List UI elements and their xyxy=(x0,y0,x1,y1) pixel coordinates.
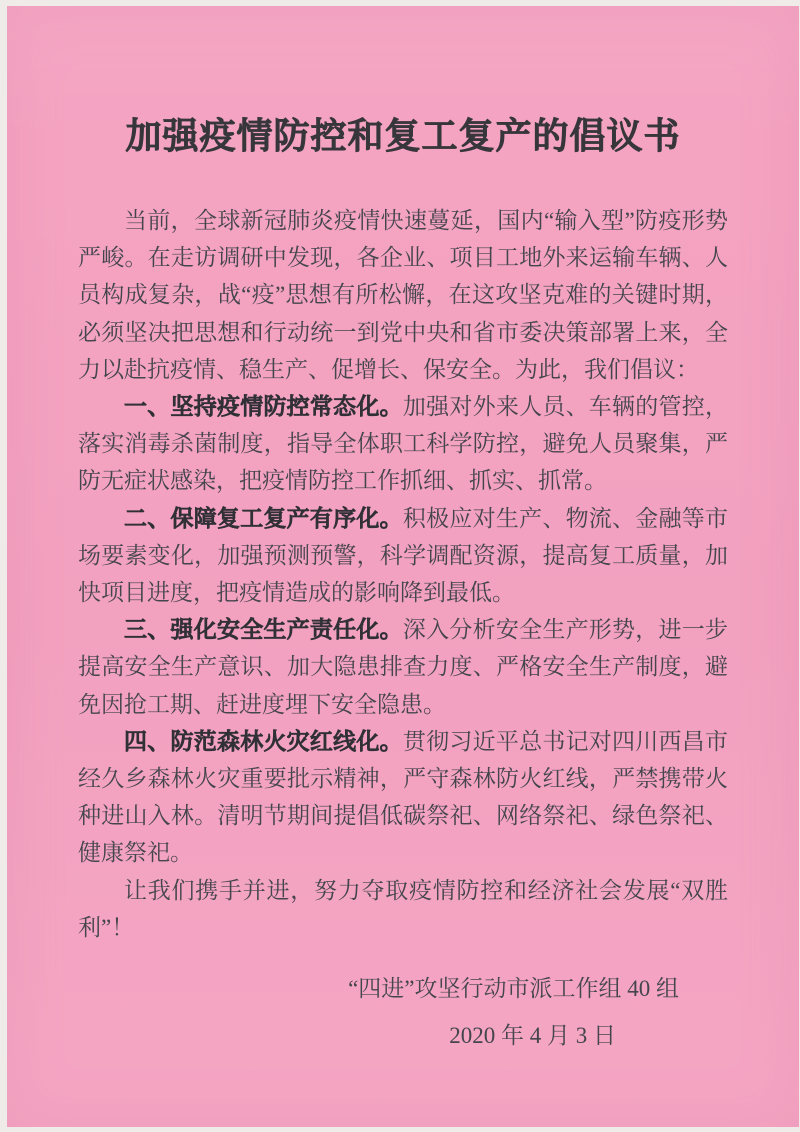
paragraph-intro xyxy=(78,202,728,388)
signature-block xyxy=(7,970,799,1054)
document-title: 加强疫情防控和复工复产的倡议书 xyxy=(125,115,681,156)
signature-date: 2020 年 4 月 3 日 xyxy=(449,1023,616,1049)
paragraph-text: 让我们携手并进，努力夺取疫情防控和经济社会发展“双胜利”！ xyxy=(78,877,728,940)
paragraph-lead: 三、强化安全生产责任化。 xyxy=(124,616,403,643)
paragraph-lead: 四、防范森林火灾红线化。 xyxy=(124,727,403,754)
document-body xyxy=(78,202,728,946)
paragraph-text: 贯彻习近平总书记对四川西昌市经久乡森林火灾重要批示精神，严守森林防火红线，严禁携带火种进山入林。清明节期间提倡低碳祭祀、网络祭祀、绿色祭祀、健康祭祀。 xyxy=(78,728,729,866)
signature-organization: “四进”攻坚行动市派工作组 40 组 xyxy=(348,976,679,1002)
paragraph-text: 当前，全球新冠肺炎疫情快速蔓延，国内“输入型”防疫形势严峻。在走访调研中发现，各企业、项目工地外来运输车辆、人员构成复杂，战“疫”思想有所松懈，在这攻坚克难的关键时期，必须坚决把思想和行动统一到党中央和省市委决策部署上来，全力以赴抗疫情、稳生产、促增长、保安全。为此，我们倡议： xyxy=(78,208,728,382)
paragraph-section-2 xyxy=(78,500,728,612)
paragraph-section-3 xyxy=(78,611,728,723)
paragraph-lead: 二、保障复工复产有序化。 xyxy=(124,504,403,531)
paragraph-closing xyxy=(78,872,728,946)
paragraph-lead: 一、坚持疫情防控常态化。 xyxy=(124,393,403,420)
paragraph-text: 深入分析安全生产形势，进一步提高安全生产意识、加大隐患排查力度、严格安全生产制度，避免因抢工期、赶进度埋下安全隐患。 xyxy=(78,617,729,717)
paragraph-text: 积极应对生产、物流、金融等市场要素变化，加强预测预警，科学调配资源，提高复工质量，加快项目进度，把疫情造成的影响降到最低。 xyxy=(78,505,729,606)
paragraph-section-1 xyxy=(78,388,728,500)
paragraph-text: 加强对外来人员、车辆的管控，落实消毒杀菌制度，指导全体职工科学防控，避免人员聚集，严防无症状感染，把疫情防控工作抓细、抓实、抓常。 xyxy=(78,394,729,494)
document-page xyxy=(7,6,799,1127)
paragraph-section-4 xyxy=(78,723,728,872)
